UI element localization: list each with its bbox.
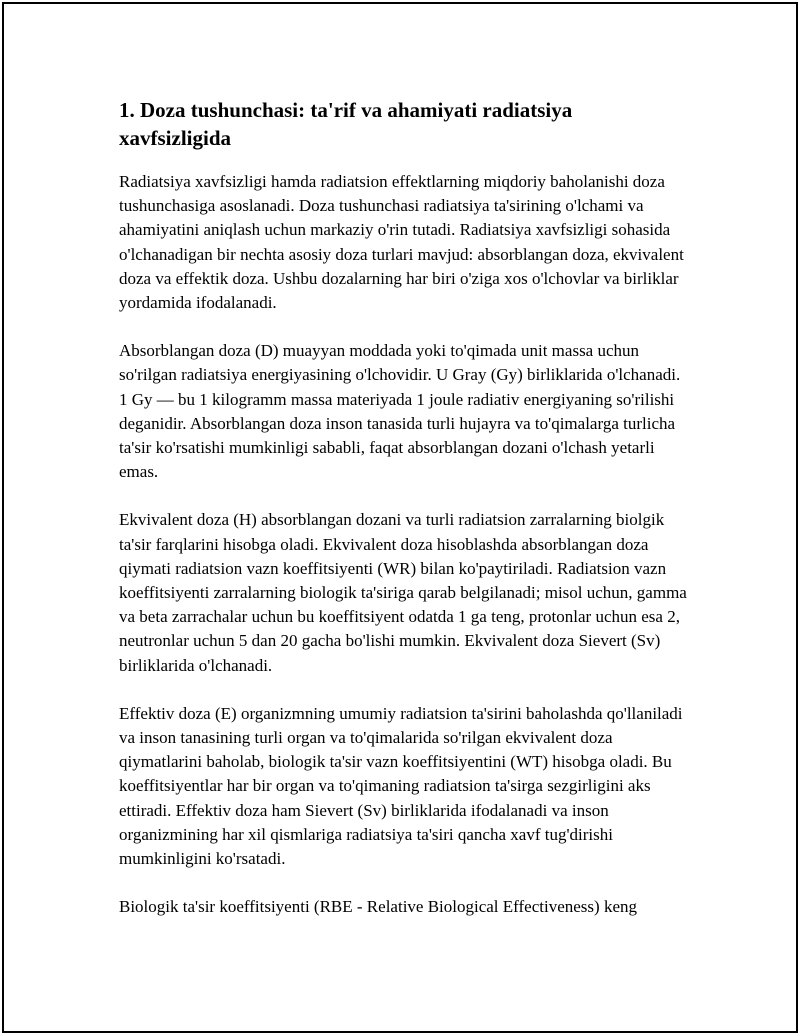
paragraph-effective-dose: Effektiv doza (E) organizmning umumiy radiatsion ta'sirini baholashda qo'llaniladi va inson tanasining turli organ va to'qimalarida so'rilgan ekvivalent doza qiymatlarini baholab, biologik ta'sir vazn koeffitsiyentini (WT) hisobga oladi. Bu koeffitsiyentlar har bir organ va to'qimaning radiatsion ta'sirga sezgirligini aks ettiradi. Effektiv doza ham Sievert (Sv) birliklarida ifodalanadi va inson organizmining har xil qismlariga radiatsiya ta'siri qancha xavf tug'dirishi mumkinligini ko'rsatadi. [119, 703, 683, 869]
paragraph-equivalent-dose: Ekvivalent doza (H) absorblangan dozani va turli radiatsion zarralarning biolgik ta'sir farqlarini hisobga oladi. Ekvivalent doza hisoblashda absorblangan doza qiymati radiatsion vazn koeffitsiyenti (WR) bilan ko'paytiriladi. Radiatsion vazn koeffitsiyenti zarralarning biologik ta'siriga qarab belgilanadi; misol uchun, gamma va beta zarrachalar uchun bu koeffitsiyent odatda 1 ga teng, protonlar uchun esa 2, neutronlar uchun 5 dan 20 gacha bo'lishi mumkin. Ekvivalent doza Sievert (Sv) birliklarida o'lchanadi. [119, 510, 687, 675]
page-frame [2, 2, 798, 1033]
paragraph-absorbed-dose: Absorblangan doza (D) muayyan moddada yoki to'qimada unit massa uchun so'rilgan radiatsiya energiyasining o'lchovidir. U Gray (Gy) birliklarida o'lchanadi. 1 Gy — bu 1 kilogramm massa materiyada 1 joule radiativ energiyaning so'rilishi deganidir. Absorblangan doza inson tanasida turli hujayra va to'qimalarga turlicha ta'sir ko'rsatishi mumkinligi sababli, faqat absorblangan dozani o'lchash yetarli emas. [119, 341, 681, 482]
paragraph-rbe: Biologik ta'sir koeffitsiyenti (RBE - Relative Biological Effectiveness) keng [119, 897, 637, 917]
document-body [119, 96, 689, 943]
section-heading: 1. Doza tushunchasi: ta'rif va ahamiyati radiatsiya xavfsizligida [119, 98, 573, 150]
paragraph-doza-intro: Radiatsiya xavfsizligi hamda radiatsion effektlarning miqdoriy baholanishi doza tushunchasiga asoslanadi. Doza tushunchasi radiatsiya ta'sirining o'lchami va ahamiyatini aniqlash uchun markaziy o'rin tutadi. Radiatsiya xavfsizligi sohasida o'lchanadigan bir nechta asosiy doza turlari mavjud: absorblangan doza, ekvivalent doza va effektik doza. Ushbu dozalarning har biri o'ziga xos o'lchovlar va birliklar yordamida ifodalanadi. [119, 172, 684, 313]
